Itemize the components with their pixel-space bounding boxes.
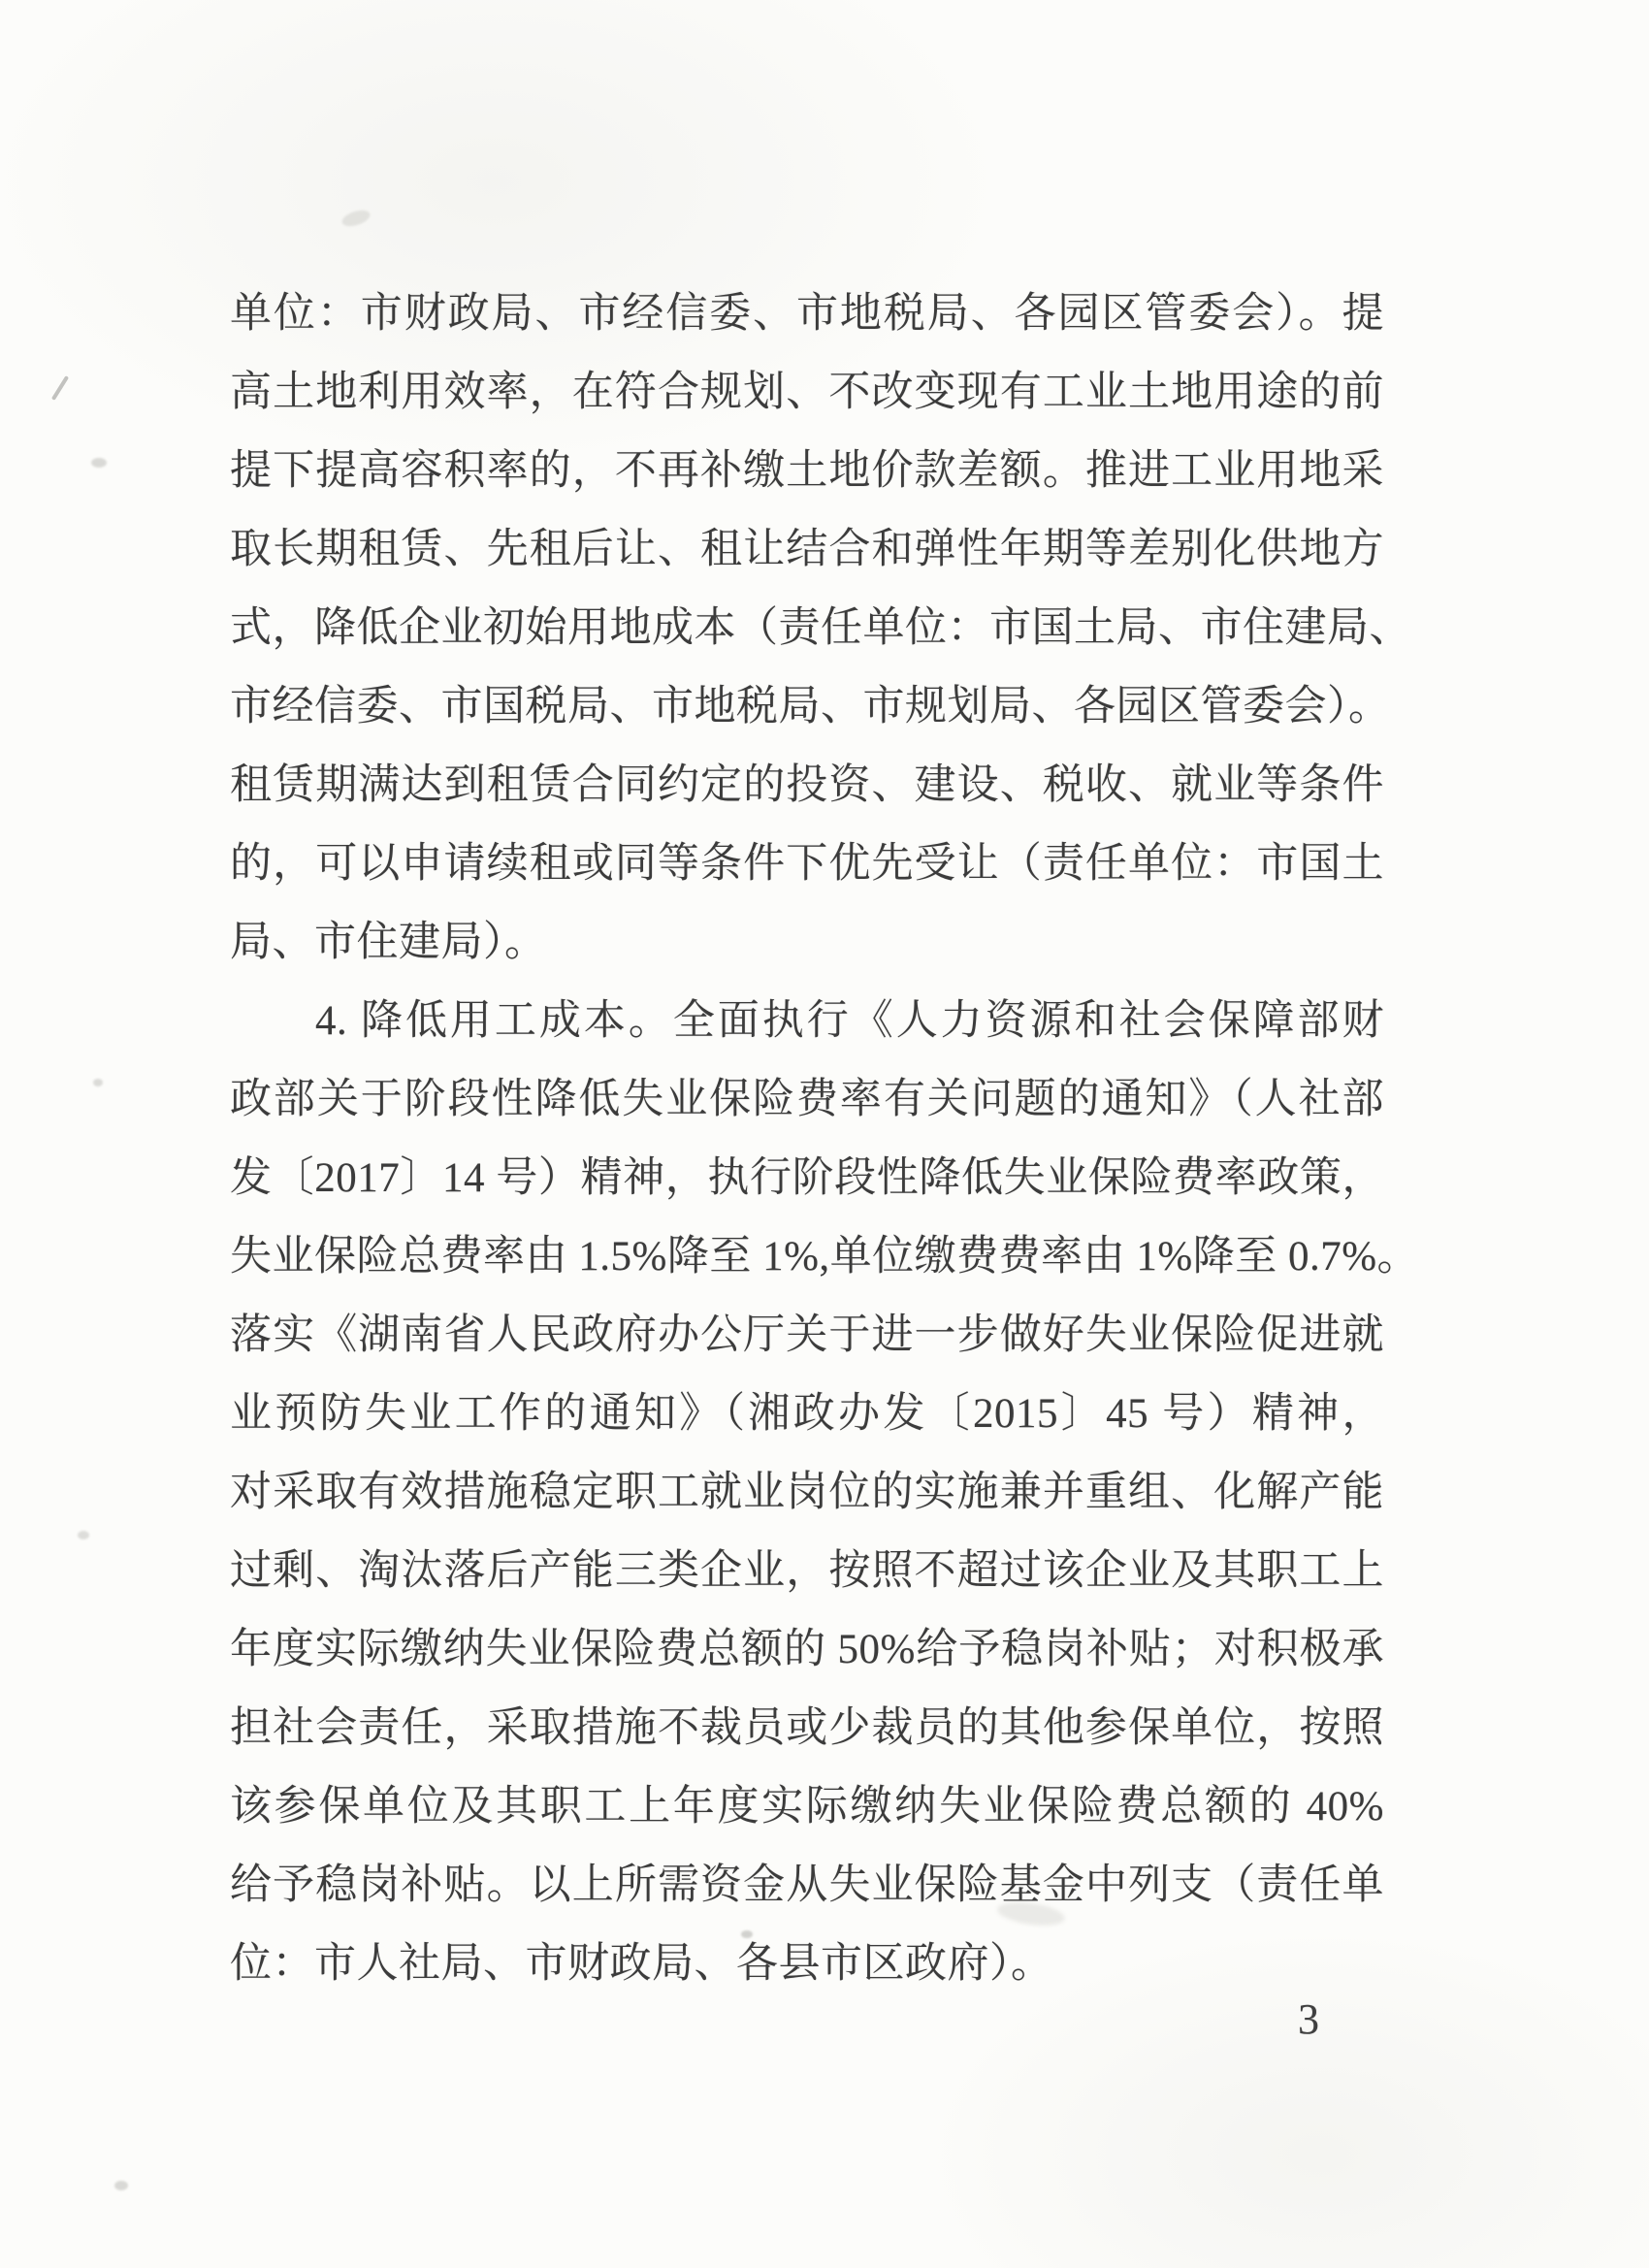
scan-smudge [114,2181,128,2190]
text-line-paragraph-start: 4. 降低用工成本。全面执行《人力资源和社会保障部财 [315,998,1384,1044]
text-line: 落实《湖南省人民政府办公厅关于进一步做好失业保险促进就 [230,1312,1384,1358]
text-line: 提下提高容积率的，不再补缴土地价款差额。推进工业用地采 [230,448,1384,494]
text-line: 失业保险总费率由 1.5%降至 1%,单位缴费费率由 1%降至 0.7%。 [230,1234,1420,1280]
text-line: 式，降低企业初始用地成本（责任单位：市国土局、市住建局、 [230,605,1411,651]
text-line: 租赁期满达到租赁合同约定的投资、建设、税收、就业等条件 [230,762,1384,808]
text-line: 发〔2017〕14 号）精神，执行阶段性降低失业保险费率政策， [230,1155,1384,1201]
scan-smudge [78,1531,89,1539]
text-line: 局、市住建局）。 [230,920,547,965]
text-line: 取长期租赁、先租后让、租让结合和弹性年期等差别化供地方 [230,527,1384,572]
scan-smudge [93,1079,103,1086]
text-line: 的，可以申请续租或同等条件下优先受让（责任单位：市国土 [230,841,1384,887]
text-line: 过剩、淘汰落后产能三类企业，按照不超过该企业及其职工上 [230,1548,1384,1594]
text-line: 业预防失业工作的通知》（湘政办发〔2015〕45 号）精神， [230,1391,1384,1437]
text-line: 位：市人社局、市财政局、各县市区政府）。 [230,1941,1053,1987]
text-line: 年度实际缴纳失业保险费总额的 50%给予稳岗补贴；对积极承 [230,1627,1384,1672]
text-line: 政部关于阶段性降低失业保险费率有关问题的通知》（人社部 [230,1077,1384,1122]
document-body [230,275,1420,2003]
text-line: 高土地利用效率，在符合规划、不改变现有工业土地用途的前 [230,370,1384,415]
page-number: 3 [1298,1995,1319,2043]
scan-smudge [91,458,107,468]
text-line: 单位：市财政局、市经信委、市地税局、各园区管委会）。提 [230,291,1384,337]
text-line: 市经信委、市国税局、市地税局、市规划局、各园区管委会）。 [230,684,1391,729]
text-line: 该参保单位及其职工上年度实际缴纳失业保险费总额的 40% [230,1784,1384,1830]
text-line: 担社会责任，采取措施不裁员或少裁员的其他参保单位，按照 [230,1705,1384,1751]
text-line: 对采取有效措施稳定职工就业岗位的实施兼并重组、化解产能 [230,1470,1384,1515]
scan-smudge [340,208,372,230]
scan-smudge [51,375,69,401]
text-line: 给予稳岗补贴。以上所需资金从失业保险基金中列支（责任单 [230,1863,1384,1908]
